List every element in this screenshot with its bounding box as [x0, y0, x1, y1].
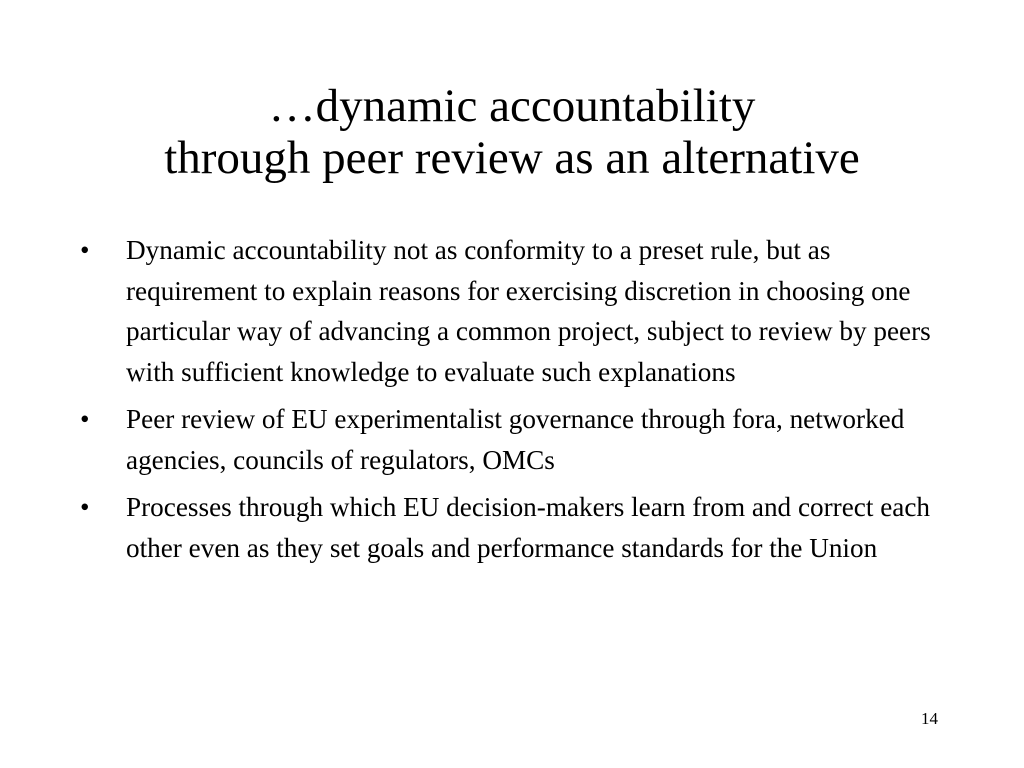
bullet-icon: •	[80, 235, 90, 265]
bullet-text: Processes through which EU decision-makers learn from and correct each other even as they set goals and performance standards for the Union	[126, 492, 930, 563]
bullet-icon: •	[80, 404, 90, 434]
slide-title-line-1: …dynamic accountability	[268, 80, 756, 132]
slide-number: 14	[921, 709, 938, 728]
bullet-text: Dynamic accountability not as conformity to a preset rule, but as requirement to explain reasons for exercising discretion in choosing one particular way of advancing a common project, subject to review by peers with sufficient knowledge to evaluate such explanations	[126, 235, 931, 387]
bullet-icon: •	[80, 492, 90, 522]
bullet-item-dynamic-accountability	[80, 230, 960, 392]
bullet-item-peer-review	[80, 399, 960, 480]
bullet-text: Peer review of EU experimentalist governance through fora, networked agencies, councils of regulators, OMCs	[126, 404, 905, 475]
bullet-item-processes	[80, 487, 960, 568]
slide-title	[60, 80, 964, 184]
slide-title-line-2: through peer review as an alternative	[164, 132, 860, 184]
bullet-list	[80, 230, 960, 575]
